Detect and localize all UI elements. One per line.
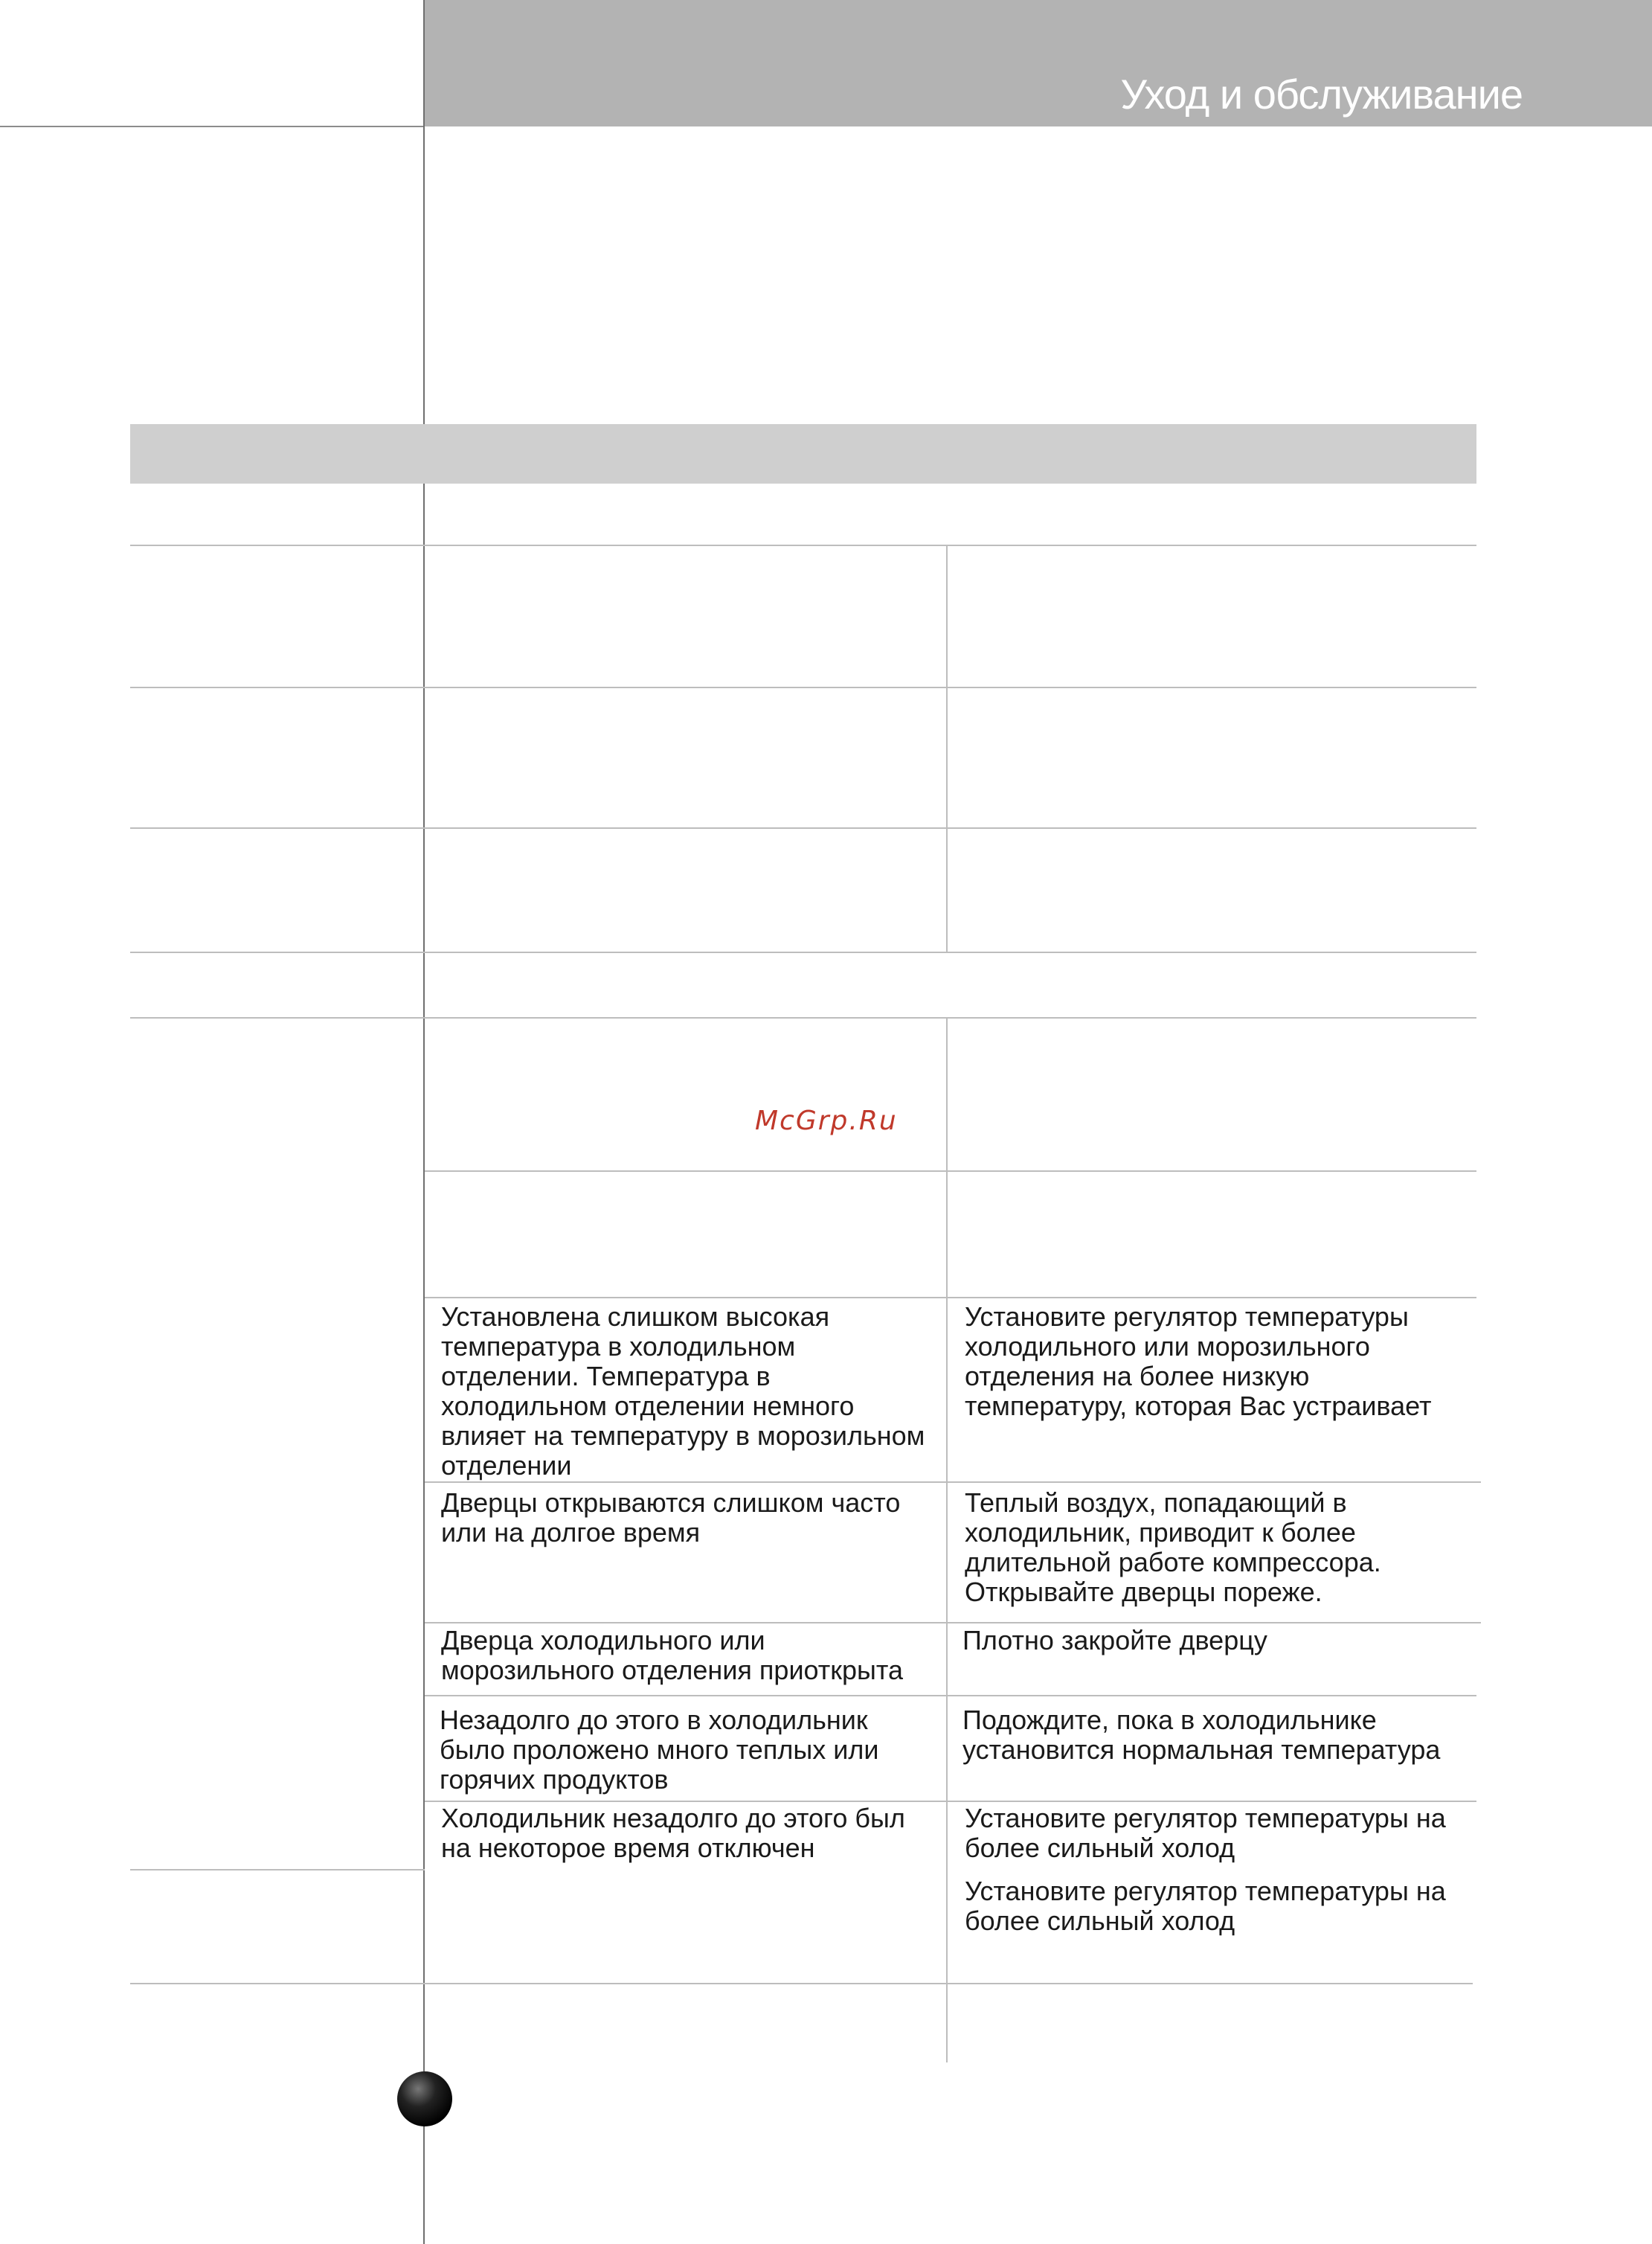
watermark-text: McGrp.Ru — [755, 1106, 898, 1136]
cause-cell: Незадолго до этого в холодильник было проложено много теплых или горячих продуктов — [440, 1705, 879, 1795]
solution-cell: Установите регулятор температуры на более сильный холод — [965, 1803, 1446, 1863]
column-divider — [946, 545, 948, 952]
solution-cell: Установите регулятор температуры на более сильный холод — [965, 1876, 1446, 1936]
table-rule — [425, 1695, 1476, 1696]
cause-cell: Холодильник незадолго до этого был на некоторое время отключен — [441, 1803, 905, 1863]
section-header-bar — [130, 424, 1476, 484]
table-rule — [130, 545, 1476, 546]
table-rule — [130, 827, 1476, 829]
table-rule — [425, 1481, 1481, 1483]
column-divider — [946, 1017, 948, 2062]
cause-cell: Установлена слишком высокая температура в холодильном отделении. Температура в холодильном отделении немного влияет на температуру в морозильном отделении — [441, 1301, 925, 1481]
table-rule — [425, 1297, 1476, 1298]
table-rule — [130, 687, 1476, 688]
table-rule — [425, 1170, 1476, 1172]
table-rule — [130, 1869, 425, 1870]
margin-divider — [423, 0, 425, 2244]
header-underline — [0, 126, 423, 127]
page-title: Уход и обслуживание — [1120, 71, 1523, 118]
solution-cell: Подождите, пока в холодильнике установится нормальная температура — [962, 1705, 1441, 1765]
table-rule — [425, 1801, 1476, 1802]
solution-cell: Теплый воздух, попадающий в холодильник, приводит к более длительной работе компрессора. Открывайте дверцы пореже. — [965, 1487, 1381, 1607]
cause-cell: Дверца холодильного или морозильного отделения приоткрыта — [441, 1625, 904, 1685]
cause-cell: Дверцы открываются слишком часто или на долгое время — [441, 1487, 901, 1548]
table-rule — [130, 1017, 1476, 1019]
table-rule — [130, 1983, 1473, 1984]
table-rule — [130, 952, 1476, 953]
solution-cell: Установите регулятор температуры холодильного или морозильного отделения на более низкую температуру, которая Вас устраивает — [965, 1301, 1432, 1421]
solution-cell: Плотно закройте дверцу — [962, 1625, 1267, 1655]
page-marker-dot — [397, 2071, 452, 2126]
table-rule — [425, 1622, 1481, 1623]
